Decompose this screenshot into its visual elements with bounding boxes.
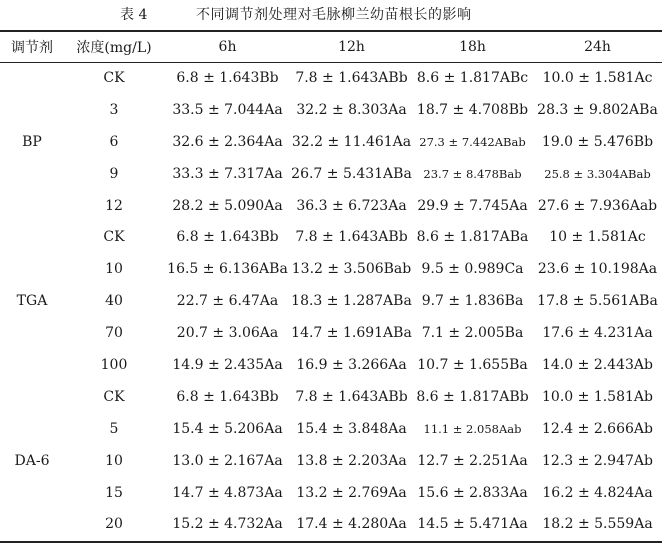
value-cell: 13.2 ± 2.769Aa: [296, 484, 407, 501]
value-cell: 12.7 ± 2.251Aa: [417, 452, 528, 469]
concentration-cell: 5: [109, 420, 119, 437]
table-row: [0, 126, 662, 158]
header-6h: 6h: [218, 38, 237, 55]
concentration-cell: 10: [105, 261, 123, 278]
concentration-cell: 15: [105, 484, 123, 501]
bottom-rule: [0, 541, 662, 543]
value-cell: 15.2 ± 4.732Aa: [172, 516, 283, 533]
table-row: [0, 381, 662, 413]
value-cell: 17.6 ± 4.231Aa: [542, 325, 653, 342]
table-row: [0, 349, 662, 381]
value-cell: 16.2 ± 4.824Aa: [542, 484, 653, 501]
value-cell: 9.5 ± 0.989Ca: [421, 261, 524, 278]
header-regulator: 调节剂: [11, 39, 53, 56]
concentration-cell: CK: [103, 229, 125, 246]
concentration-cell: 12: [105, 197, 123, 214]
value-cell: 11.1 ± 2.058Aab: [423, 421, 522, 436]
value-cell: 23.6 ± 10.198Aa: [537, 261, 658, 278]
table-row: [0, 94, 662, 126]
value-cell: 33.5 ± 7.044Aa: [172, 101, 283, 118]
value-cell: 22.7 ± 6.47Aa: [176, 293, 279, 310]
value-cell: 10.7 ± 1.655Ba: [417, 356, 528, 373]
concentration-cell: 100: [100, 356, 128, 373]
value-cell: 18.3 ± 1.287ABa: [291, 293, 412, 310]
value-cell: 25.8 ± 3.304ABab: [544, 166, 651, 181]
header-12h: 12h: [338, 38, 365, 55]
table-row: [0, 221, 662, 253]
group-label: TGA: [16, 293, 48, 310]
value-cell: 18.2 ± 5.559Aa: [542, 516, 653, 533]
value-cell: 7.8 ± 1.643ABb: [295, 229, 408, 246]
value-cell: 28.3 ± 9.802ABa: [537, 101, 658, 118]
concentration-cell: 6: [109, 133, 119, 150]
value-cell: 13.2 ± 3.506Bab: [291, 261, 412, 278]
table-row: [0, 413, 662, 445]
value-cell: 15.4 ± 5.206Aa: [172, 420, 283, 437]
header-18h: 18h: [459, 38, 486, 55]
value-cell: 10 ± 1.581Ac: [549, 229, 646, 246]
value-cell: 14.9 ± 2.435Aa: [172, 356, 283, 373]
group-label: DA-6: [14, 452, 50, 469]
value-cell: 36.3 ± 6.723Aa: [296, 197, 407, 214]
concentration-cell: CK: [103, 388, 125, 405]
value-cell: 32.6 ± 2.364Aa: [172, 133, 283, 150]
value-cell: 14.5 ± 5.471Aa: [417, 516, 528, 533]
value-cell: 29.9 ± 7.745Aa: [417, 197, 528, 214]
value-cell: 13.0 ± 2.167Aa: [172, 452, 283, 469]
table-number: 表 4: [120, 7, 148, 23]
value-cell: 13.8 ± 2.203Aa: [296, 452, 407, 469]
value-cell: 8.6 ± 1.817ABb: [416, 388, 529, 405]
value-cell: 32.2 ± 8.303Aa: [296, 101, 407, 118]
value-cell: 16.9 ± 3.266Aa: [296, 356, 407, 373]
value-cell: 20.7 ± 3.06Aa: [176, 325, 279, 342]
value-cell: 12.4 ± 2.666Ab: [542, 420, 653, 437]
header-24h: 24h: [584, 38, 611, 55]
concentration-cell: 3: [109, 101, 119, 118]
value-cell: 16.5 ± 6.136ABa: [167, 261, 288, 278]
value-cell: 10.0 ± 1.581Ac: [542, 69, 653, 86]
value-cell: 7.8 ± 1.643ABb: [295, 69, 408, 86]
concentration-cell: 40: [105, 293, 123, 310]
table-row: [0, 445, 662, 477]
concentration-cell: 10: [105, 452, 123, 469]
concentration-cell: 70: [105, 325, 123, 342]
value-cell: 23.7 ± 8.478Bab: [423, 166, 522, 181]
value-cell: 27.6 ± 7.936Aab: [537, 197, 658, 214]
header-row: [0, 31, 662, 62]
value-cell: 7.8 ± 1.643ABb: [295, 388, 408, 405]
value-cell: 12.3 ± 2.947Ab: [542, 452, 653, 469]
table-caption: [0, 4, 662, 26]
table-title: 不同调节剂处理对毛脉柳兰幼苗根长的影响: [196, 7, 472, 23]
value-cell: 14.0 ± 2.443Ab: [542, 356, 653, 373]
header-concentration: 浓度(mg/L): [76, 39, 152, 56]
value-cell: 15.4 ± 3.848Aa: [296, 420, 407, 437]
value-cell: 6.8 ± 1.643Bb: [176, 69, 279, 86]
concentration-cell: 9: [109, 165, 119, 182]
table-row: [0, 158, 662, 190]
table-row: [0, 62, 662, 94]
table-row: [0, 253, 662, 285]
concentration-cell: CK: [103, 69, 125, 86]
value-cell: 26.7 ± 5.431ABa: [291, 165, 412, 182]
value-cell: 14.7 ± 1.691ABa: [291, 325, 412, 342]
table-row: [0, 285, 662, 317]
value-cell: 32.2 ± 11.461Aa: [291, 133, 412, 150]
table-row: [0, 477, 662, 509]
value-cell: 9.7 ± 1.836Ba: [421, 293, 524, 310]
value-cell: 17.8 ± 5.561ABa: [537, 293, 658, 310]
value-cell: 27.3 ± 7.442ABab: [419, 134, 526, 149]
table-row: [0, 508, 662, 540]
value-cell: 8.6 ± 1.817ABa: [416, 229, 529, 246]
value-cell: 28.2 ± 5.090Aa: [172, 197, 283, 214]
results-table: [0, 31, 662, 540]
group-label: BP: [22, 133, 42, 150]
value-cell: 6.8 ± 1.643Bb: [176, 229, 279, 246]
value-cell: 10.0 ± 1.581Ab: [542, 388, 653, 405]
table-row: [0, 190, 662, 222]
value-cell: 8.6 ± 1.817ABc: [416, 69, 529, 86]
value-cell: 6.8 ± 1.643Bb: [176, 388, 279, 405]
value-cell: 15.6 ± 2.833Aa: [417, 484, 528, 501]
value-cell: 18.7 ± 4.708Bb: [416, 101, 529, 118]
table-row: [0, 317, 662, 349]
value-cell: 17.4 ± 4.280Aa: [296, 516, 407, 533]
value-cell: 33.3 ± 7.317Aa: [172, 165, 283, 182]
value-cell: 19.0 ± 5.476Bb: [541, 133, 654, 150]
value-cell: 7.1 ± 2.005Ba: [421, 325, 524, 342]
value-cell: 14.7 ± 4.873Aa: [172, 484, 283, 501]
concentration-cell: 20: [105, 516, 123, 533]
